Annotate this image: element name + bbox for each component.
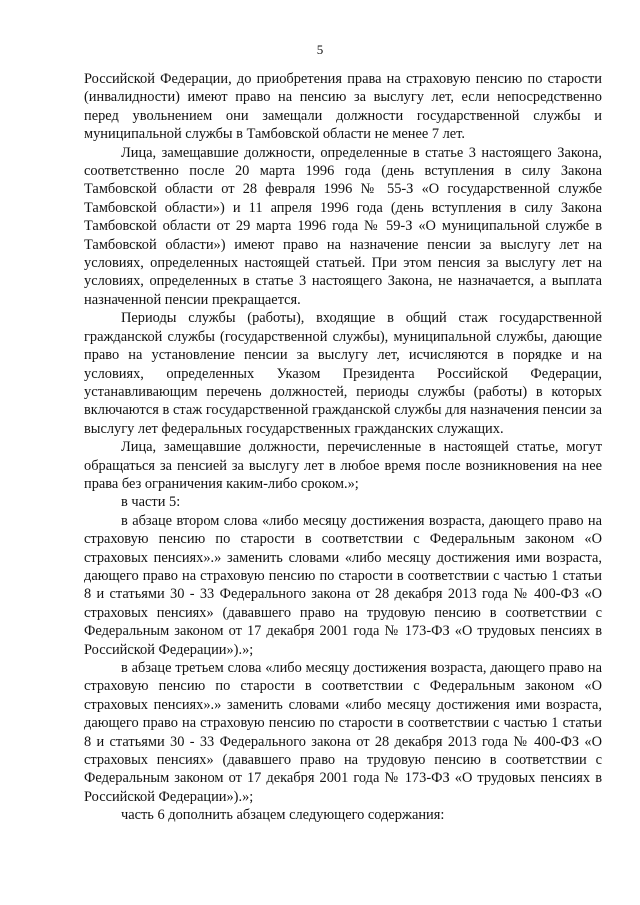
document-body [84,70,602,825]
paragraph-second-abzac: в абзаце втором слова «либо месяцу достижения возраста, дающего право на страховую пенсию по старости в соответствии с Федеральным законом «О страховых пенсиях».» заменить словами «либо месяцу достижения ими возраста, дающего право на страховую пенсию по старости в соответствии с частью 1 статьи 8 и статьями 30 - 33 Федерального закона от 28 декабря 2013 года № 400-ФЗ «О страховых пенсиях» (дававшего право на трудовую пенсию в соответствии с Федеральным законом от 17 декабря 2001 года № 173-ФЗ «О трудовых пенсиях в Российской Федерации»).»; [84,512,602,658]
paragraph-application-time: Лица, замещавшие должности, перечисленные в настоящей статье, могут обращаться за пенсией за выслугу лет в любое время после возникновения на нее права без ограничения каким-либо сроком.»; [84,439,602,492]
paragraph-service-periods: Периоды службы (работы), входящие в общий стаж государственной гражданской службы (государственной службы), муниципальной службы, дающие право на установление пенсии за выслугу лет, исчисляются в порядке и на условиях, определенных Указом Президента Российской Федерации, устанавливающим перечень должностей, периоды службы (работы) в которых включаются в стаж государственной гражданской службы для назначения пенсии за выслугу лет федеральных государственных гражданских служащих. [84,310,602,437]
paragraph-continuation: Российской Федерации, до приобретения права на страховую пенсию по старости (инвалидности) имеют право на пенсию за выслугу лет, если непосредственно перед увольнением они замещали должности государственной службы и муниципальной службы в Тамбовской области не менее 7 лет. [84,71,602,143]
paragraph-third-abzac: в абзаце третьем слова «либо месяцу достижения возраста, дающего право на страховую пенсию по старости в соответствии с Федеральным законом «О страховых пенсиях».» заменить словами «либо месяцу достижения ими возраста, дающего право на страховую пенсию по старости в соответствии с частью 1 статьи 8 и статьями 30 - 33 Федерального закона от 28 декабря 2013 года № 400-ФЗ «О страховых пенсиях» (дававшего право на трудовую пенсию в соответствии с Федеральным законом от 17 декабря 2001 года № 173-ФЗ «О трудовых пенсиях в Российской Федерации»).»; [84,660,602,805]
paragraph-part-6: часть 6 дополнить абзацем следующего содержания: [121,807,445,824]
page-number: 5 [316,42,324,57]
paragraph-part-5: в части 5: [121,494,181,511]
paragraph-persons-positions: Лица, замещавшие должности, определенные в статье 3 настоящего Закона, соответственно после 20 марта 1996 года (день вступления в силу Закона Тамбовской области от 28 февраля 1996 № 55-З «О государственной службе Тамбовской области») и 11 апреля 1996 года (день вступления в силу Закона Тамбовской области от 29 марта 1996 года № 59-З «О муниципальной службе в Тамбовской области») имеют право на назначение пенсии за выслугу лет на условиях, определенных настоящей статьей. При этом пенсия за выслугу лет на условиях, определенных в статье 3 настоящего Закона, не назначается, а выплата назначенной пенсии прекращается. [84,144,602,308]
